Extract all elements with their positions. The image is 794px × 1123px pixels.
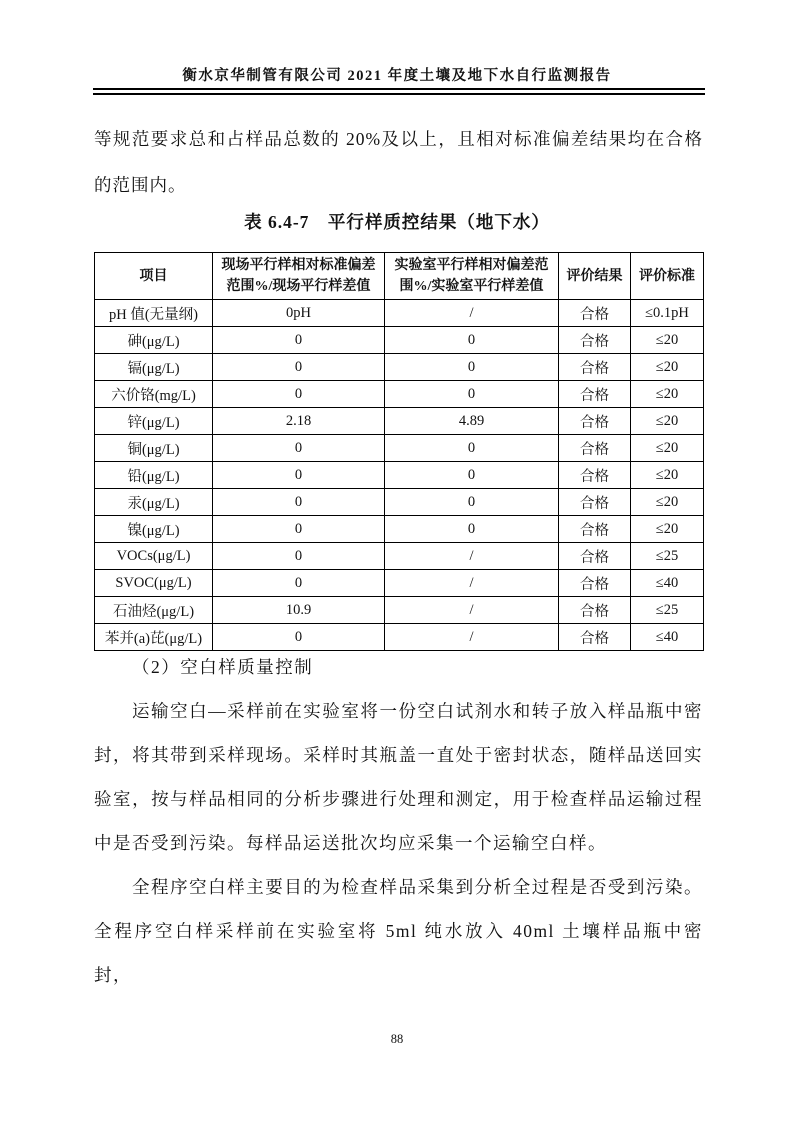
value-cell: 0 (385, 462, 559, 489)
value-cell: 0 (385, 516, 559, 543)
value-cell: 0 (385, 435, 559, 462)
value-cell: 0 (213, 516, 385, 543)
table-row (95, 354, 704, 381)
table-caption: 表 6.4-7 平行样质控结果（地下水） (244, 212, 550, 232)
column-header: 评价结果 (559, 253, 631, 300)
value-cell: ≤20 (631, 354, 704, 381)
table-row (95, 570, 704, 597)
value-cell: / (385, 300, 559, 327)
value-cell: 0 (213, 435, 385, 462)
value-cell: 0 (213, 354, 385, 381)
value-cell: / (385, 597, 559, 624)
table-row (95, 300, 704, 327)
value-cell: ≤25 (631, 543, 704, 570)
value-cell: 合格 (559, 516, 631, 543)
value-cell: 0 (385, 354, 559, 381)
value-cell: ≤20 (631, 435, 704, 462)
value-cell: 合格 (559, 570, 631, 597)
value-cell: 合格 (559, 543, 631, 570)
row-label: pH 值(无量纲) (95, 300, 213, 327)
table-header-row (95, 253, 704, 300)
table-row (95, 489, 704, 516)
value-cell: 0 (385, 489, 559, 516)
value-cell: 4.89 (385, 408, 559, 435)
row-label: 汞(μg/L) (95, 489, 213, 516)
full-procedure-blank-paragraph: 全程序空白样主要目的为检查样品采集到分析全过程是否受到污染。全程序空白样采样前在实验室将 5ml 纯水放入 40ml 土壤样品瓶中密封， (94, 877, 703, 985)
value-cell: 10.9 (213, 597, 385, 624)
value-cell: 合格 (559, 354, 631, 381)
value-cell: 合格 (559, 300, 631, 327)
row-label: 铅(μg/L) (95, 462, 213, 489)
row-label: 镍(μg/L) (95, 516, 213, 543)
table-row (95, 327, 704, 354)
value-cell: ≤20 (631, 489, 704, 516)
table-row (95, 597, 704, 624)
value-cell: 合格 (559, 327, 631, 354)
table-row (95, 462, 704, 489)
value-cell: ≤20 (631, 516, 704, 543)
row-label: 石油烃(μg/L) (95, 597, 213, 624)
row-label: 苯并(a)芘(μg/L) (95, 624, 213, 651)
column-header: 项目 (95, 253, 213, 300)
value-cell: ≤20 (631, 408, 704, 435)
value-cell: 0 (213, 543, 385, 570)
value-cell: ≤20 (631, 462, 704, 489)
table-row (95, 381, 704, 408)
table-row (95, 435, 704, 462)
value-cell: 0 (213, 570, 385, 597)
value-cell: 0 (213, 381, 385, 408)
row-label: 砷(μg/L) (95, 327, 213, 354)
value-cell: 合格 (559, 462, 631, 489)
value-cell: 2.18 (213, 408, 385, 435)
value-cell: ≤40 (631, 570, 704, 597)
value-cell: / (385, 570, 559, 597)
value-cell: 合格 (559, 489, 631, 516)
value-cell: 0 (385, 381, 559, 408)
row-label: 铜(μg/L) (95, 435, 213, 462)
value-cell: 合格 (559, 597, 631, 624)
value-cell: 0 (213, 489, 385, 516)
transport-blank-paragraph: 运输空白—采样前在实验室将一份空白试剂水和转子放入样品瓶中密封，将其带到采样现场。采样时其瓶盖一直处于密封状态，随样品送回实验室，按与样品相同的分析步骤进行处理和测定，用于检查样品运输过程中是否受到污染。每样品运送批次均应采集一个运输空白样。 (94, 701, 703, 853)
value-cell: 合格 (559, 624, 631, 651)
value-cell: 合格 (559, 381, 631, 408)
value-cell: 0 (213, 462, 385, 489)
intro-paragraph: 等规范要求总和占样品总数的 20%及以上，且相对标准偏差结果均在合格的范围内。 (94, 129, 703, 195)
row-label: 镉(μg/L) (95, 354, 213, 381)
value-cell: ≤25 (631, 597, 704, 624)
value-cell: ≤0.1pH (631, 300, 704, 327)
value-cell: ≤20 (631, 381, 704, 408)
value-cell: 合格 (559, 435, 631, 462)
value-cell: ≤40 (631, 624, 704, 651)
value-cell: 0 (213, 327, 385, 354)
value-cell: / (385, 543, 559, 570)
column-header: 现场平行样相对标准偏差范围%/现场平行样差值 (213, 253, 385, 300)
value-cell: 0pH (213, 300, 385, 327)
page-header-title: 衡水京华制管有限公司 2021 年度土壤及地下水自行监测报告 (182, 68, 612, 84)
table-row (95, 516, 704, 543)
value-cell: 0 (385, 327, 559, 354)
table-row (95, 408, 704, 435)
row-label: SVOC(μg/L) (95, 570, 213, 597)
row-label: VOCs(μg/L) (95, 543, 213, 570)
header-divider (93, 88, 705, 95)
value-cell: ≤20 (631, 327, 704, 354)
page-number: 88 (390, 1032, 404, 1046)
row-label: 锌(μg/L) (95, 408, 213, 435)
column-header: 实验室平行样相对偏差范围%/实验室平行样差值 (385, 253, 559, 300)
table-row (95, 543, 704, 570)
value-cell: 合格 (559, 408, 631, 435)
value-cell: / (385, 624, 559, 651)
column-header: 评价标准 (631, 253, 704, 300)
section-heading: （2）空白样质量控制 (132, 657, 314, 677)
row-label: 六价铬(mg/L) (95, 381, 213, 408)
value-cell: 0 (213, 624, 385, 651)
blank-sample-section (94, 645, 703, 997)
parallel-sample-qc-table (94, 252, 704, 651)
